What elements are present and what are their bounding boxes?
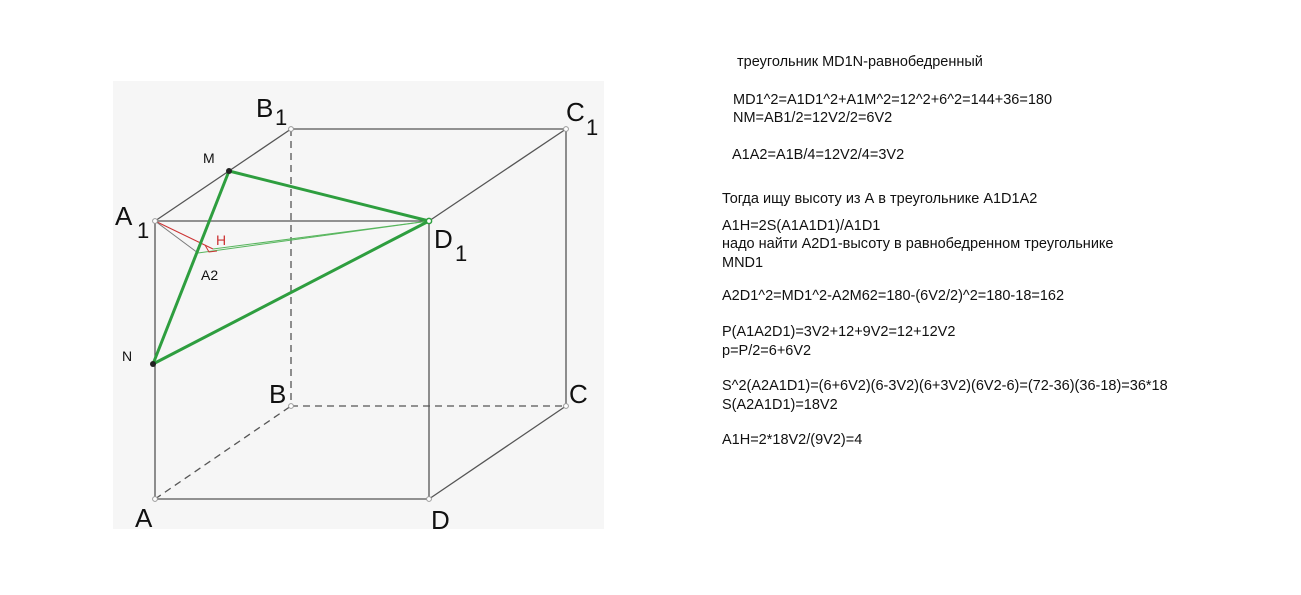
label-M: M	[203, 150, 215, 166]
point-A	[153, 497, 158, 502]
visible-edges	[155, 129, 566, 499]
label-N: N	[122, 348, 133, 364]
label-B1-subscript: 1	[275, 105, 288, 130]
solution-line: MND1	[722, 255, 764, 271]
point-C1	[564, 127, 569, 132]
segment-A1-A2	[155, 221, 198, 253]
solution-line: S(A2A1D1)=18V2	[722, 397, 838, 413]
edge-C1-D1	[429, 129, 566, 221]
label-A1-subscript: 1	[137, 218, 150, 243]
solution-line: A1H=2*18V2/(9V2)=4	[722, 432, 863, 448]
edge-D-C	[429, 406, 566, 499]
label-C: C	[569, 379, 588, 409]
solution-line: S^2(A2A1D1)=(6+6V2)(6-3V2)(6+3V2)(6V2-6)=(72-36)(36-18)=36*18	[722, 378, 1168, 394]
solution-line: p=P/2=6+6V2	[722, 343, 812, 359]
edge-A-B	[155, 406, 291, 499]
height-construction	[155, 221, 429, 253]
solution-line: A1H=2S(A1A1D1)/A1D1	[722, 218, 881, 234]
cube-diagram	[113, 81, 604, 529]
diagram-panel	[113, 81, 604, 529]
point-D1	[426, 218, 431, 223]
point-B1	[289, 127, 294, 132]
label-B: B	[269, 379, 287, 409]
solution-line: треугольник MD1N-равнобедренный	[737, 54, 983, 70]
vertex-labels	[115, 93, 598, 529]
solution-line: A2D1^2=MD1^2-A2M62=180-(6V2/2)^2=180-18=162	[722, 288, 1065, 304]
edge-A1-B1	[155, 129, 291, 221]
point-A1	[153, 219, 158, 224]
label-D1-subscript: 1	[455, 241, 468, 266]
point-D	[427, 497, 432, 502]
label-A1: A	[115, 201, 133, 231]
point-N	[150, 361, 156, 367]
points	[150, 127, 568, 502]
solution-line: P(A1A2D1)=3V2+12+9V2=12+12V2	[722, 324, 956, 340]
label-C1-subscript: 1	[586, 115, 599, 140]
solution-line: Тогда ищу высоту из А в треугольнике A1D1A2	[722, 191, 1038, 207]
solution-line: A1A2=A1B/4=12V2/4=3V2	[732, 147, 905, 163]
solution-line: MD1^2=A1D1^2+A1M^2=12^2+6^2=144+36=180	[733, 92, 1053, 108]
point-C	[564, 404, 569, 409]
solution-line: NM=AB1/2=12V2/2=6V2	[733, 110, 893, 126]
segment-H-D1	[213, 221, 429, 249]
label-A: A	[135, 503, 153, 529]
label-A2: A2	[201, 267, 219, 283]
label-B1: B	[256, 93, 274, 123]
point-B	[289, 404, 294, 409]
label-D1: D	[434, 224, 453, 254]
solution-line: надо найти A2D1-высоту в равнобедренном треугольнике	[722, 236, 1114, 252]
hidden-edges	[155, 129, 566, 499]
label-C1: C	[566, 97, 585, 127]
label-H: H	[216, 232, 227, 248]
label-D: D	[431, 505, 450, 529]
side-M-D1	[229, 171, 429, 221]
point-M	[226, 168, 232, 174]
